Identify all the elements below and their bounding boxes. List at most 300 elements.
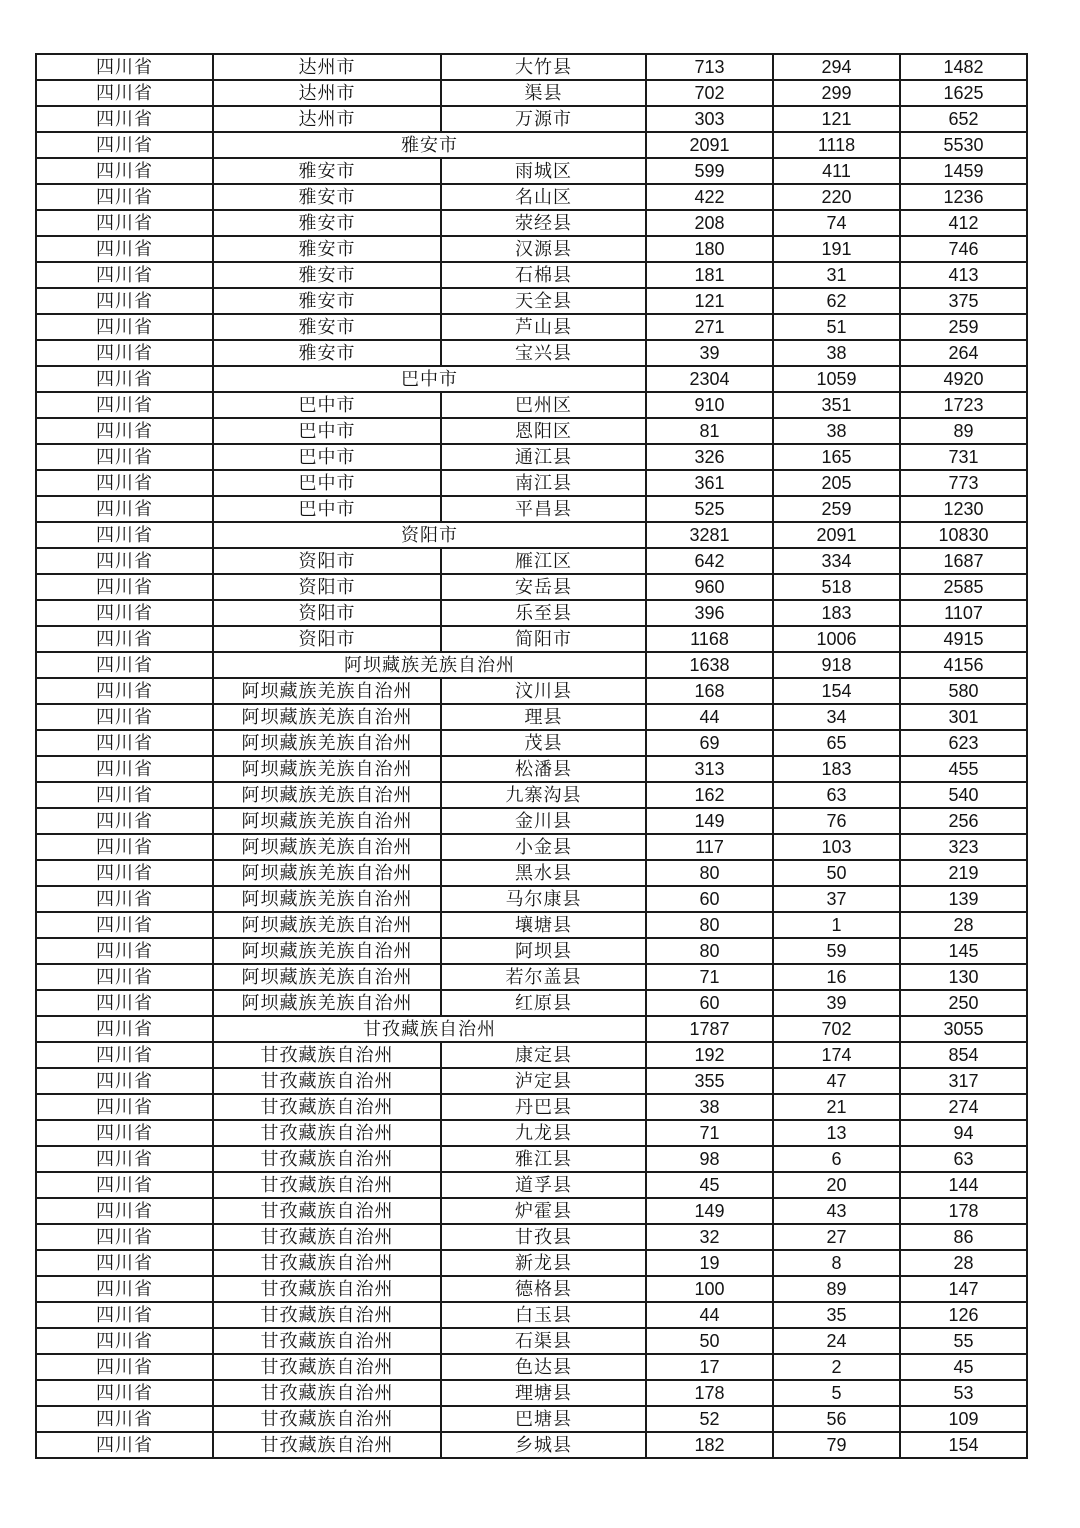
cell-value-3: 28 (900, 912, 1027, 938)
cell-value-1: 32 (646, 1224, 773, 1250)
cell-value-3: 130 (900, 964, 1027, 990)
cell-province: 四川省 (36, 522, 213, 548)
table-row (36, 1094, 1027, 1120)
cell-province: 四川省 (36, 1432, 213, 1458)
cell-value-3: 274 (900, 1094, 1027, 1120)
cell-province: 四川省 (36, 1094, 213, 1120)
cell-value-2: 38 (773, 418, 900, 444)
table-row (36, 548, 1027, 574)
table-row (36, 158, 1027, 184)
cell-county: 恩阳区 (441, 418, 646, 444)
cell-county: 雨城区 (441, 158, 646, 184)
cell-value-1: 178 (646, 1380, 773, 1406)
cell-province: 四川省 (36, 288, 213, 314)
table-row (36, 1172, 1027, 1198)
table-row (36, 626, 1027, 652)
cell-city: 雅安市 (213, 262, 441, 288)
cell-county: 德格县 (441, 1276, 646, 1302)
cell-value-1: 702 (646, 80, 773, 106)
cell-value-1: 713 (646, 54, 773, 80)
cell-city: 阿坝藏族羌族自治州 (213, 938, 441, 964)
cell-value-2: 21 (773, 1094, 900, 1120)
cell-value-2: 165 (773, 444, 900, 470)
cell-county: 平昌县 (441, 496, 646, 522)
cell-value-1: 69 (646, 730, 773, 756)
cell-county: 万源市 (441, 106, 646, 132)
cell-province: 四川省 (36, 834, 213, 860)
cell-value-2: 37 (773, 886, 900, 912)
cell-city: 甘孜藏族自治州 (213, 1432, 441, 1458)
cell-province: 四川省 (36, 340, 213, 366)
table-row-city-summary (36, 652, 1027, 678)
table-row (36, 54, 1027, 80)
cell-city: 甘孜藏族自治州 (213, 1198, 441, 1224)
table-row (36, 834, 1027, 860)
cell-value-2: 35 (773, 1302, 900, 1328)
cell-value-1: 44 (646, 1302, 773, 1328)
cell-city: 资阳市 (213, 574, 441, 600)
cell-value-2: 74 (773, 210, 900, 236)
cell-county: 色达县 (441, 1354, 646, 1380)
cell-value-3: 3055 (900, 1016, 1027, 1042)
cell-county: 雁江区 (441, 548, 646, 574)
table-row (36, 210, 1027, 236)
table-row (36, 1224, 1027, 1250)
table-row (36, 1042, 1027, 1068)
cell-county: 茂县 (441, 730, 646, 756)
cell-county: 通江县 (441, 444, 646, 470)
cell-value-1: 149 (646, 808, 773, 834)
cell-value-1: 599 (646, 158, 773, 184)
cell-county: 乐至县 (441, 600, 646, 626)
cell-province: 四川省 (36, 704, 213, 730)
cell-province: 四川省 (36, 574, 213, 600)
cell-value-3: 63 (900, 1146, 1027, 1172)
table-row-city-summary (36, 132, 1027, 158)
cell-value-2: 76 (773, 808, 900, 834)
cell-value-2: 16 (773, 964, 900, 990)
cell-value-2: 34 (773, 704, 900, 730)
cell-value-2: 47 (773, 1068, 900, 1094)
cell-value-3: 854 (900, 1042, 1027, 1068)
cell-value-1: 960 (646, 574, 773, 600)
cell-value-2: 1059 (773, 366, 900, 392)
cell-province: 四川省 (36, 1224, 213, 1250)
cell-value-3: 94 (900, 1120, 1027, 1146)
cell-county: 小金县 (441, 834, 646, 860)
cell-value-3: 412 (900, 210, 1027, 236)
cell-value-3: 250 (900, 990, 1027, 1016)
cell-value-2: 205 (773, 470, 900, 496)
cell-county: 若尔盖县 (441, 964, 646, 990)
cell-county: 白玉县 (441, 1302, 646, 1328)
cell-value-1: 80 (646, 912, 773, 938)
cell-county: 石渠县 (441, 1328, 646, 1354)
cell-county: 九龙县 (441, 1120, 646, 1146)
cell-value-1: 271 (646, 314, 773, 340)
cell-city: 达州市 (213, 106, 441, 132)
cell-province: 四川省 (36, 496, 213, 522)
cell-province: 四川省 (36, 652, 213, 678)
cell-value-2: 50 (773, 860, 900, 886)
cell-county: 丹巴县 (441, 1094, 646, 1120)
cell-value-3: 773 (900, 470, 1027, 496)
table-row (36, 1328, 1027, 1354)
cell-city: 雅安市 (213, 236, 441, 262)
cell-value-2: 2 (773, 1354, 900, 1380)
cell-value-1: 52 (646, 1406, 773, 1432)
cell-value-1: 71 (646, 964, 773, 990)
table-row (36, 1146, 1027, 1172)
table-row-city-summary (36, 366, 1027, 392)
cell-city: 甘孜藏族自治州 (213, 1094, 441, 1120)
table-row (36, 236, 1027, 262)
cell-value-1: 181 (646, 262, 773, 288)
cell-value-1: 422 (646, 184, 773, 210)
cell-value-2: 154 (773, 678, 900, 704)
cell-province: 四川省 (36, 1328, 213, 1354)
cell-city: 巴中市 (213, 418, 441, 444)
cell-province: 四川省 (36, 1120, 213, 1146)
cell-city: 阿坝藏族羌族自治州 (213, 834, 441, 860)
cell-county: 康定县 (441, 1042, 646, 1068)
cell-county: 天全县 (441, 288, 646, 314)
table-row-city-summary (36, 522, 1027, 548)
table-row (36, 886, 1027, 912)
cell-value-1: 1638 (646, 652, 773, 678)
cell-province: 四川省 (36, 1172, 213, 1198)
cell-province: 四川省 (36, 1354, 213, 1380)
cell-value-3: 317 (900, 1068, 1027, 1094)
cell-province: 四川省 (36, 730, 213, 756)
cell-province: 四川省 (36, 990, 213, 1016)
cell-province: 四川省 (36, 600, 213, 626)
table-row (36, 782, 1027, 808)
cell-value-3: 139 (900, 886, 1027, 912)
cell-county: 马尔康县 (441, 886, 646, 912)
table-row (36, 340, 1027, 366)
cell-value-1: 71 (646, 1120, 773, 1146)
cell-value-1: 149 (646, 1198, 773, 1224)
cell-value-3: 4156 (900, 652, 1027, 678)
cell-value-1: 208 (646, 210, 773, 236)
cell-value-3: 145 (900, 938, 1027, 964)
cell-value-2: 174 (773, 1042, 900, 1068)
cell-value-2: 43 (773, 1198, 900, 1224)
table-body (36, 54, 1027, 1458)
cell-value-3: 375 (900, 288, 1027, 314)
cell-value-3: 109 (900, 1406, 1027, 1432)
cell-value-1: 1168 (646, 626, 773, 652)
cell-county: 黑水县 (441, 860, 646, 886)
cell-city-summary: 阿坝藏族羌族自治州 (213, 652, 646, 678)
cell-value-2: 103 (773, 834, 900, 860)
cell-city-summary: 资阳市 (213, 522, 646, 548)
cell-province: 四川省 (36, 912, 213, 938)
cell-value-2: 1006 (773, 626, 900, 652)
cell-province: 四川省 (36, 366, 213, 392)
cell-value-1: 525 (646, 496, 773, 522)
cell-city: 资阳市 (213, 600, 441, 626)
table-row (36, 184, 1027, 210)
cell-value-1: 81 (646, 418, 773, 444)
table-row (36, 860, 1027, 886)
cell-value-3: 323 (900, 834, 1027, 860)
cell-province: 四川省 (36, 184, 213, 210)
cell-county: 巴州区 (441, 392, 646, 418)
cell-value-2: 183 (773, 756, 900, 782)
cell-value-1: 39 (646, 340, 773, 366)
cell-city: 阿坝藏族羌族自治州 (213, 678, 441, 704)
cell-value-3: 2585 (900, 574, 1027, 600)
cell-county: 简阳市 (441, 626, 646, 652)
cell-county: 南江县 (441, 470, 646, 496)
cell-city: 甘孜藏族自治州 (213, 1172, 441, 1198)
cell-province: 四川省 (36, 470, 213, 496)
cell-value-3: 746 (900, 236, 1027, 262)
table-row (36, 1406, 1027, 1432)
cell-value-3: 144 (900, 1172, 1027, 1198)
cell-city: 巴中市 (213, 444, 441, 470)
cell-province: 四川省 (36, 626, 213, 652)
cell-city: 甘孜藏族自治州 (213, 1276, 441, 1302)
cell-value-1: 80 (646, 860, 773, 886)
cell-city: 甘孜藏族自治州 (213, 1302, 441, 1328)
cell-province: 四川省 (36, 860, 213, 886)
cell-value-1: 19 (646, 1250, 773, 1276)
cell-province: 四川省 (36, 1380, 213, 1406)
cell-value-1: 361 (646, 470, 773, 496)
cell-province: 四川省 (36, 1068, 213, 1094)
cell-value-3: 53 (900, 1380, 1027, 1406)
table-row (36, 1120, 1027, 1146)
cell-province: 四川省 (36, 1406, 213, 1432)
cell-value-2: 51 (773, 314, 900, 340)
cell-province: 四川省 (36, 964, 213, 990)
cell-value-1: 17 (646, 1354, 773, 1380)
cell-province: 四川省 (36, 1146, 213, 1172)
cell-province: 四川省 (36, 80, 213, 106)
cell-value-3: 413 (900, 262, 1027, 288)
cell-value-1: 313 (646, 756, 773, 782)
cell-province: 四川省 (36, 132, 213, 158)
cell-value-1: 50 (646, 1328, 773, 1354)
cell-value-3: 1625 (900, 80, 1027, 106)
cell-value-1: 396 (646, 600, 773, 626)
cell-city: 甘孜藏族自治州 (213, 1224, 441, 1250)
cell-county: 渠县 (441, 80, 646, 106)
cell-city: 达州市 (213, 80, 441, 106)
cell-value-3: 264 (900, 340, 1027, 366)
cell-city: 甘孜藏族自治州 (213, 1120, 441, 1146)
cell-value-1: 642 (646, 548, 773, 574)
cell-county: 新龙县 (441, 1250, 646, 1276)
cell-value-3: 10830 (900, 522, 1027, 548)
table-row (36, 262, 1027, 288)
cell-city: 阿坝藏族羌族自治州 (213, 964, 441, 990)
cell-city: 巴中市 (213, 496, 441, 522)
cell-city: 甘孜藏族自治州 (213, 1354, 441, 1380)
cell-value-3: 55 (900, 1328, 1027, 1354)
table-row (36, 912, 1027, 938)
cell-value-1: 98 (646, 1146, 773, 1172)
cell-county: 石棉县 (441, 262, 646, 288)
cell-value-3: 89 (900, 418, 1027, 444)
cell-city: 阿坝藏族羌族自治州 (213, 730, 441, 756)
cell-county: 道孚县 (441, 1172, 646, 1198)
cell-province: 四川省 (36, 782, 213, 808)
cell-city: 阿坝藏族羌族自治州 (213, 782, 441, 808)
table-row (36, 314, 1027, 340)
cell-value-1: 1787 (646, 1016, 773, 1042)
cell-value-1: 326 (646, 444, 773, 470)
table-row (36, 678, 1027, 704)
cell-value-3: 28 (900, 1250, 1027, 1276)
cell-city: 阿坝藏族羌族自治州 (213, 886, 441, 912)
cell-value-2: 62 (773, 288, 900, 314)
cell-province: 四川省 (36, 418, 213, 444)
cell-city: 甘孜藏族自治州 (213, 1406, 441, 1432)
cell-value-2: 39 (773, 990, 900, 1016)
cell-value-3: 256 (900, 808, 1027, 834)
cell-value-3: 1107 (900, 600, 1027, 626)
cell-value-3: 259 (900, 314, 1027, 340)
cell-city-summary: 巴中市 (213, 366, 646, 392)
table-row (36, 444, 1027, 470)
cell-city-summary: 雅安市 (213, 132, 646, 158)
table-row (36, 1250, 1027, 1276)
cell-province: 四川省 (36, 548, 213, 574)
cell-county: 阿坝县 (441, 938, 646, 964)
cell-city: 资阳市 (213, 626, 441, 652)
cell-value-2: 121 (773, 106, 900, 132)
cell-city: 雅安市 (213, 210, 441, 236)
cell-city: 甘孜藏族自治州 (213, 1328, 441, 1354)
cell-value-3: 580 (900, 678, 1027, 704)
cell-value-1: 38 (646, 1094, 773, 1120)
cell-value-3: 652 (900, 106, 1027, 132)
cell-county: 荥经县 (441, 210, 646, 236)
table-row (36, 418, 1027, 444)
cell-county: 金川县 (441, 808, 646, 834)
cell-value-2: 702 (773, 1016, 900, 1042)
cell-value-2: 79 (773, 1432, 900, 1458)
cell-value-2: 351 (773, 392, 900, 418)
cell-city: 甘孜藏族自治州 (213, 1068, 441, 1094)
cell-value-3: 1459 (900, 158, 1027, 184)
table-row (36, 106, 1027, 132)
cell-county: 壤塘县 (441, 912, 646, 938)
cell-value-2: 299 (773, 80, 900, 106)
cell-value-1: 192 (646, 1042, 773, 1068)
cell-county: 炉霍县 (441, 1198, 646, 1224)
cell-province: 四川省 (36, 158, 213, 184)
cell-value-2: 1 (773, 912, 900, 938)
cell-province: 四川省 (36, 1276, 213, 1302)
cell-value-1: 2091 (646, 132, 773, 158)
cell-value-2: 24 (773, 1328, 900, 1354)
cell-province: 四川省 (36, 1042, 213, 1068)
table-row (36, 470, 1027, 496)
cell-value-2: 13 (773, 1120, 900, 1146)
cell-province: 四川省 (36, 236, 213, 262)
cell-value-1: 80 (646, 938, 773, 964)
table-row (36, 808, 1027, 834)
cell-value-3: 540 (900, 782, 1027, 808)
cell-value-1: 44 (646, 704, 773, 730)
cell-value-2: 2091 (773, 522, 900, 548)
cell-province: 四川省 (36, 938, 213, 964)
cell-county: 巴塘县 (441, 1406, 646, 1432)
table-row-city-summary (36, 1016, 1027, 1042)
cell-city: 阿坝藏族羌族自治州 (213, 860, 441, 886)
cell-value-2: 518 (773, 574, 900, 600)
cell-city: 阿坝藏族羌族自治州 (213, 990, 441, 1016)
table-row (36, 704, 1027, 730)
cell-value-1: 60 (646, 990, 773, 1016)
cell-city: 巴中市 (213, 470, 441, 496)
table-row (36, 288, 1027, 314)
table-row (36, 730, 1027, 756)
cell-city: 甘孜藏族自治州 (213, 1380, 441, 1406)
cell-county: 汉源县 (441, 236, 646, 262)
cell-value-3: 219 (900, 860, 1027, 886)
cell-value-2: 89 (773, 1276, 900, 1302)
cell-county: 汶川县 (441, 678, 646, 704)
cell-city: 巴中市 (213, 392, 441, 418)
cell-value-3: 1723 (900, 392, 1027, 418)
cell-value-2: 20 (773, 1172, 900, 1198)
cell-value-1: 168 (646, 678, 773, 704)
cell-county: 安岳县 (441, 574, 646, 600)
cell-value-1: 2304 (646, 366, 773, 392)
cell-province: 四川省 (36, 1016, 213, 1042)
cell-value-1: 182 (646, 1432, 773, 1458)
cell-value-3: 1687 (900, 548, 1027, 574)
table-row (36, 1302, 1027, 1328)
cell-county: 甘孜县 (441, 1224, 646, 1250)
cell-city: 达州市 (213, 54, 441, 80)
cell-value-3: 1230 (900, 496, 1027, 522)
cell-value-3: 455 (900, 756, 1027, 782)
cell-value-2: 63 (773, 782, 900, 808)
cell-value-3: 623 (900, 730, 1027, 756)
table-row (36, 938, 1027, 964)
cell-county: 九寨沟县 (441, 782, 646, 808)
cell-city: 阿坝藏族羌族自治州 (213, 808, 441, 834)
cell-value-3: 1482 (900, 54, 1027, 80)
cell-province: 四川省 (36, 106, 213, 132)
cell-province: 四川省 (36, 808, 213, 834)
cell-value-3: 5530 (900, 132, 1027, 158)
cell-county: 松潘县 (441, 756, 646, 782)
cell-city: 雅安市 (213, 184, 441, 210)
cell-city: 阿坝藏族羌族自治州 (213, 912, 441, 938)
cell-province: 四川省 (36, 54, 213, 80)
cell-county: 红原县 (441, 990, 646, 1016)
cell-city: 甘孜藏族自治州 (213, 1146, 441, 1172)
cell-province: 四川省 (36, 314, 213, 340)
table-row (36, 1198, 1027, 1224)
cell-county: 理县 (441, 704, 646, 730)
cell-value-2: 8 (773, 1250, 900, 1276)
cell-province: 四川省 (36, 1302, 213, 1328)
table-row (36, 600, 1027, 626)
cell-value-3: 154 (900, 1432, 1027, 1458)
cell-value-1: 3281 (646, 522, 773, 548)
cell-value-2: 334 (773, 548, 900, 574)
cell-city: 阿坝藏族羌族自治州 (213, 704, 441, 730)
